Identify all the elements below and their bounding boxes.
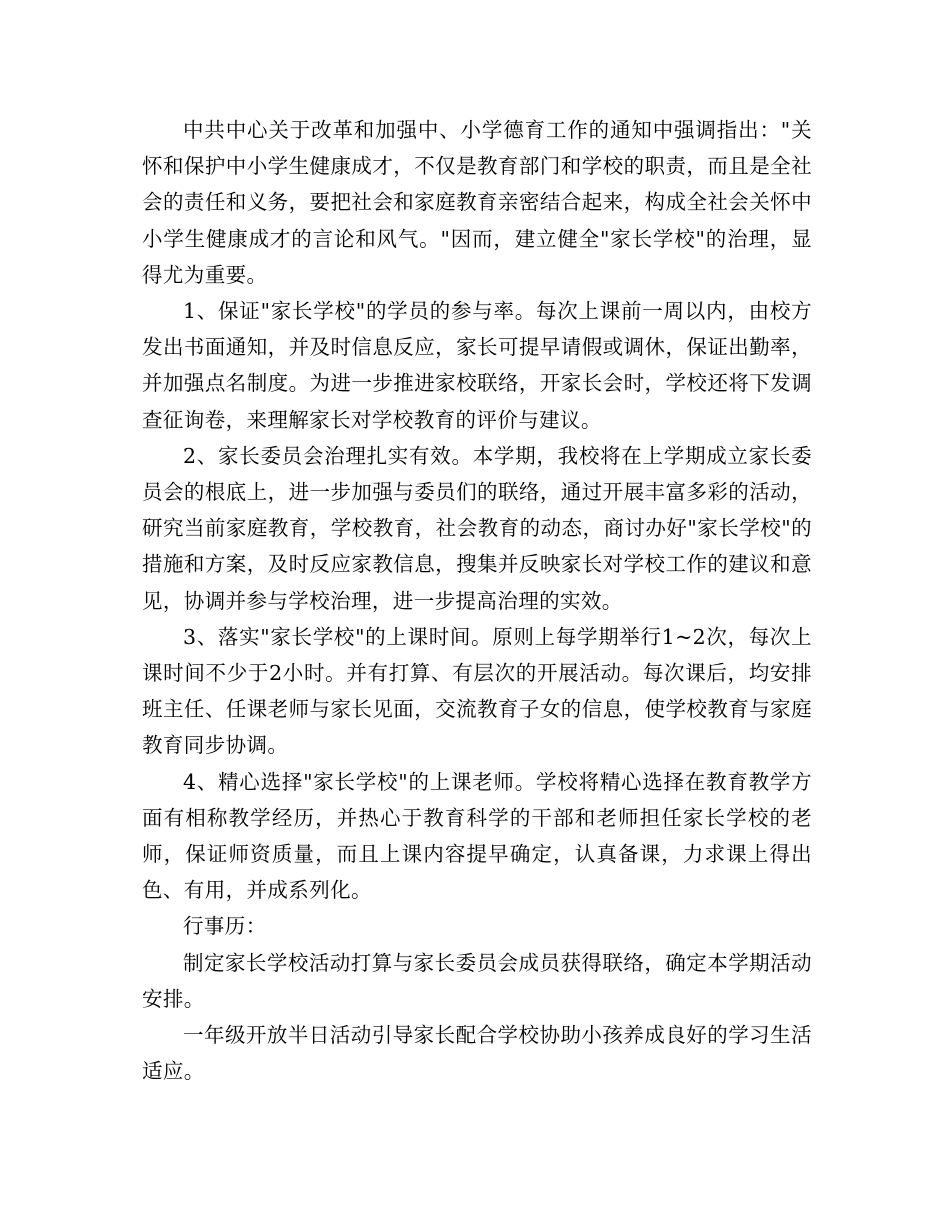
intro-paragraph: 中共中心关于改革和加强中、小学德育工作的通知中强调指出："关怀和保护中小学生健康成才，不仅是教育部门和学校的职责，而且是全社会的责任和义务，要把社会和家庭教育亲密结合起来，构成全社会关怀中小学生健康成才的言论和风气。"因而，建立健全"家长学校"的治理，显得尤为重要。	[142, 118, 812, 287]
item-2-paragraph: 2、家长委员会治理扎实有效。本学期，我校将在上学期成立家长委员会的根底上，进一步加强与委员们的联络，通过开展丰富多彩的活动，研究当前家庭教育，学校教育，社会教育的动态，商讨办好"家长学校"的措施和方案，及时反应家教信息，搜集并反映家长对学校工作的建议和意见，协调并参与学校治理，进一步提高治理的实效。	[142, 443, 812, 613]
schedule-item-1: 制定家长学校活动打算与家长委员会成员获得联络，确定本学期活动安排。	[142, 950, 812, 1011]
item-4-paragraph: 4、精心选择"家长学校"的上课老师。学校将精心选择在教育教学方面有相称教学经历，并热心于教育科学的干部和老师担任家长学校的老师，保证师资质量，而且上课内容提早确定，认真备课，力求课上得出色、有用，并成系列化。	[142, 769, 812, 903]
item-1-paragraph: 1、保证"家长学校"的学员的参与率。每次上课前一周以内，由校方发出书面通知，并及时信息反应，家长可提早请假或调休，保证出勤率，并加强点名制度。为进一步推进家校联络，开家长会时，学校还将下发调查征询卷，来理解家长对学校教育的评价与建议。	[142, 299, 812, 432]
item-3-paragraph: 3、落实"家长学校"的上课时间。原则上每学期举行1~2次，每次上课时间不少于2小时。并有打算、有层次的开展活动。每次课后，均安排班主任、任课老师与家长见面，交流教育子女的信息，使学校教育与家庭教育同步协调。	[142, 624, 812, 758]
schedule-heading: 行事历：	[183, 914, 267, 939]
document-body	[142, 112, 812, 1089]
schedule-item-2: 一年级开放半日活动引导家长配合学校协助小孩养成良好的学习生活适应。	[142, 1023, 812, 1084]
